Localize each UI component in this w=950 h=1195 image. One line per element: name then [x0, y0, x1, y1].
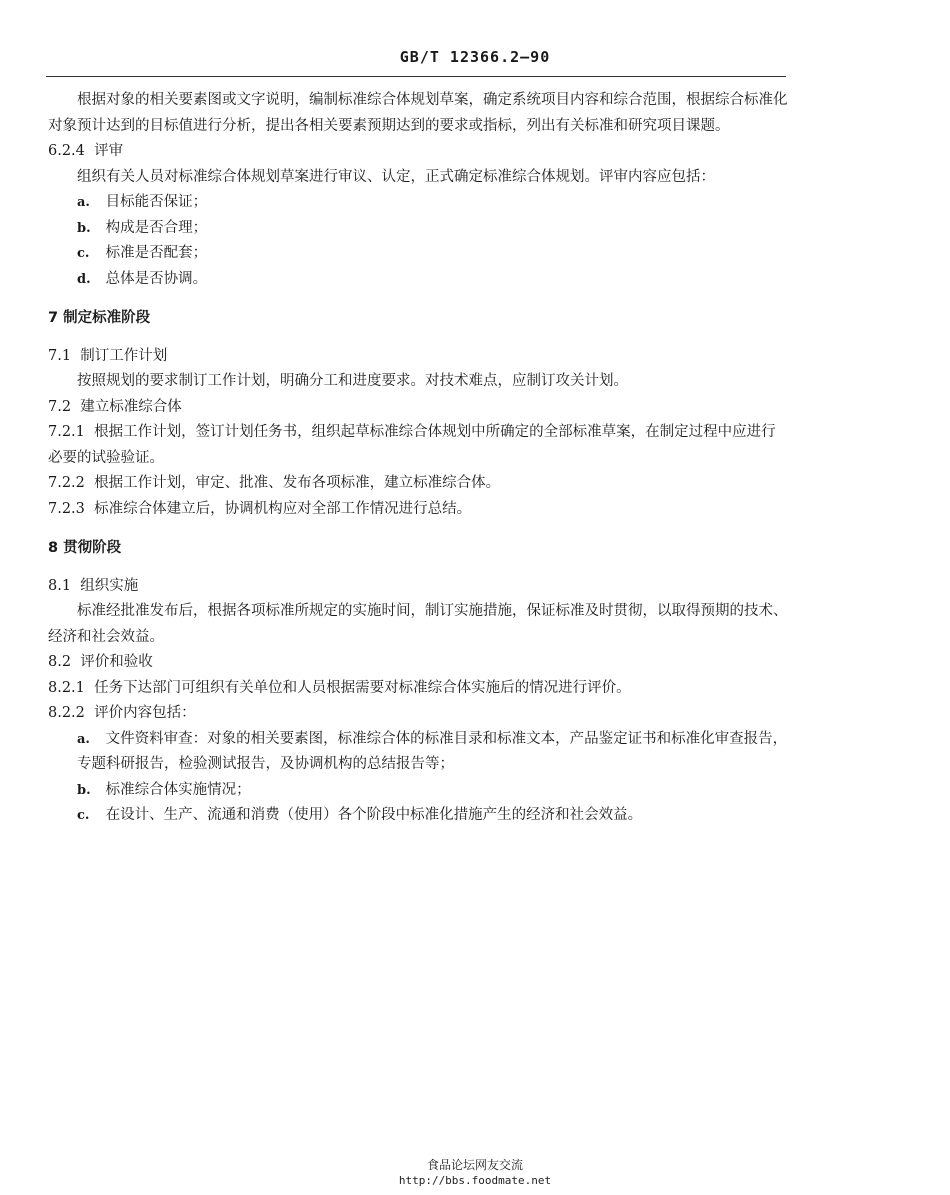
section-7-heading: 7 制定标准阶段 — [48, 310, 151, 326]
clause-8-2-heading — [48, 650, 788, 676]
list-item: b. 标准综合体实施情况； — [77, 781, 251, 798]
clause-number: 8.2.1 — [48, 679, 85, 696]
clause-8-2-1 — [48, 676, 788, 702]
watermark-footer — [0, 1157, 950, 1189]
list-item: b. 构成是否合理； — [77, 219, 208, 236]
clause-text: 评价内容包括： — [94, 705, 196, 721]
clause-title: 组织实施 — [80, 577, 139, 594]
list-item: a. 文件资料审查：对象的相关要素图，标准综合体的标准目录和标准文本，产品鉴定证书和标准化审查报告，专题科研报告，检验测试报告，及协调机构的总结报告等； — [77, 730, 788, 772]
clause-text: 任务下达部门可组织有关单位和人员根据需要对标准综合体实施后的情况进行评价。 — [94, 679, 631, 696]
clause-6-2-4-text: 组织有关人员对标准综合体规划草案进行审议、认定，正式确定标准综合体规划。评审内容应包括： — [77, 168, 715, 185]
clause-title: 评审 — [94, 143, 124, 159]
clause-6-2-4-heading — [48, 139, 788, 165]
paragraph-6-2-3-continued: 根据对象的相关要素图或文字说明，编制标准综合体规划草案，确定系统项目内容和综合范围，根据综合标准化对象预计达到的目标值进行分析，提出各相关要素预期达到的要求或指标，列出有关标准和研究项目课题。 — [48, 92, 788, 134]
section-8-heading: 8 贯彻阶段 — [48, 540, 122, 556]
clause-title: 评价和验收 — [80, 654, 153, 670]
document-body — [48, 88, 788, 829]
evaluation-items-list — [48, 727, 788, 829]
clause-7-1-text: 按照规划的要求制订工作计划，明确分工和进度要求。对技术难点，应制订攻关计划。 — [77, 373, 628, 389]
footer-url[interactable]: http://bbs.foodmate.net — [398, 1174, 552, 1187]
clause-8-2-2 — [48, 701, 788, 727]
clause-number: 8.2.2 — [48, 705, 85, 721]
clause-8-1-text: 标准经批准发布后，根据各项标准所规定的实施时间，制订实施措施，保证标准及时贯彻，以取得预期的技术、经济和社会效益。 — [48, 603, 788, 645]
clause-7-2-2 — [48, 471, 788, 497]
list-item: a. 目标能否保证； — [77, 194, 208, 210]
clause-7-2-3 — [48, 497, 788, 523]
clause-8-1-heading — [48, 574, 788, 600]
clause-number: 7.2.2 — [48, 475, 85, 491]
footer-forum-label: 食品论坛网友交流 — [426, 1158, 523, 1172]
clause-7-1-heading — [48, 344, 788, 370]
header-divider — [46, 76, 786, 77]
clause-number: 7.1 — [48, 347, 72, 364]
review-items-list — [48, 190, 788, 292]
clause-title: 建立标准综合体 — [80, 398, 182, 415]
list-item: c. 标准是否配套； — [77, 245, 208, 261]
clause-number: 6.2.4 — [48, 143, 85, 159]
clause-title: 制订工作计划 — [80, 347, 168, 364]
clause-number: 7.2.1 — [48, 424, 85, 440]
clause-number: 8.2 — [48, 654, 72, 670]
list-item: c. 在设计、生产、流通和消费（使用）各个阶段中标准化措施产生的经济和社会效益。 — [77, 807, 643, 823]
clause-number: 7.2 — [48, 398, 72, 415]
clause-7-2-1 — [48, 420, 788, 471]
list-item: d. 总体是否协调。 — [77, 270, 208, 287]
clause-text: 根据工作计划，审定、批准、发布各项标准，建立标准综合体。 — [94, 475, 501, 491]
clause-text: 标准综合体建立后，协调机构应对全部工作情况进行总结。 — [94, 500, 472, 517]
clause-7-2-heading — [48, 395, 788, 421]
clause-number: 8.1 — [48, 577, 72, 594]
document-code-header: GB/T 12366.2—90 — [399, 48, 551, 66]
clause-text: 根据工作计划，签订计划任务书，组织起草标准综合体规划中所确定的全部标准草案，在制定过程中应进行必要的试验验证。 — [48, 424, 776, 466]
clause-number: 7.2.3 — [48, 500, 85, 517]
